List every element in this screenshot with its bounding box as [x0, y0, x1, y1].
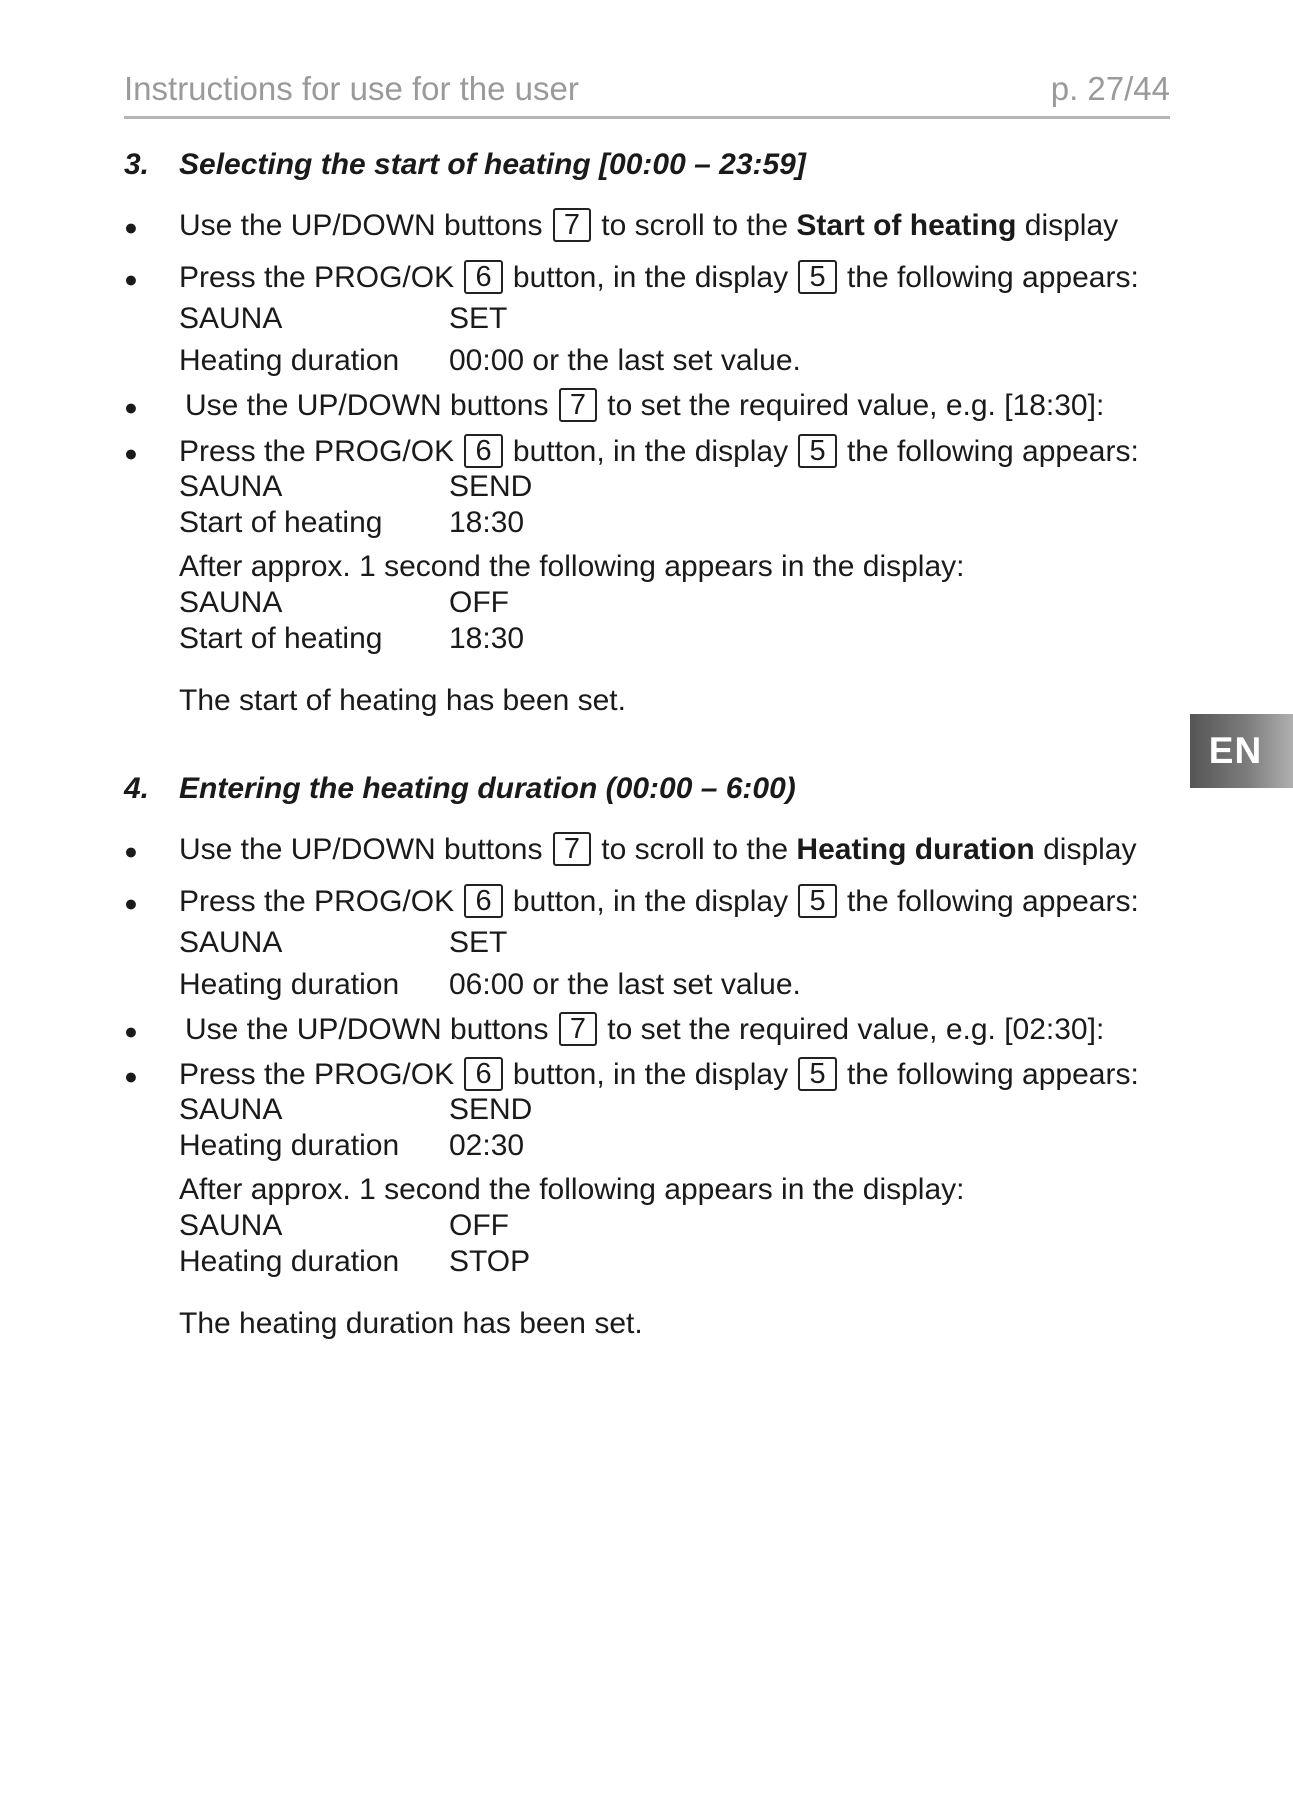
after-delay-text: After approx. 1 second the following appears in the display:	[179, 1173, 965, 1206]
key-label: 5	[798, 434, 836, 468]
display-row-value: STOP	[449, 1245, 531, 1278]
instruction-prog	[179, 884, 1139, 919]
display-row-label: SAUNA	[179, 926, 283, 959]
bullet-icon: ●	[124, 266, 138, 292]
key-label: 7	[553, 832, 591, 866]
instruction-text: the following appears:	[846, 885, 1139, 918]
key-label: 5	[798, 1057, 836, 1091]
display-row-label: Heating duration	[179, 1129, 400, 1162]
instruction-text: Press the PROG/OK	[179, 885, 455, 918]
display-row-label: SAUNA	[179, 302, 283, 335]
key-label: 7	[559, 1012, 597, 1046]
key-label: 6	[464, 260, 502, 294]
display-row-label: Start of heating	[179, 622, 383, 655]
section-3-heading: Selecting the start of heating [00:00 – 23:59]	[179, 148, 806, 181]
display-row-value: SET	[449, 302, 508, 335]
section-4-heading: Entering the heating duration (00:00 – 6:00)	[179, 772, 796, 805]
result-text: The heating duration has been set.	[179, 1307, 643, 1340]
section-4-number: 4.	[124, 772, 150, 805]
result-text: The start of heating has been set.	[179, 684, 626, 717]
instruction-text: Use the UP/DOWN buttons	[179, 209, 543, 242]
display-row-value: SET	[449, 926, 508, 959]
key-label: 6	[464, 884, 502, 918]
display-row-label: Start of heating	[179, 506, 383, 539]
after-delay-text: After approx. 1 second the following appears in the display:	[179, 550, 965, 583]
bullet-icon: ●	[124, 890, 138, 916]
instruction-set-value	[185, 388, 1104, 423]
display-row-value: 02:30	[449, 1129, 525, 1162]
key-label: 7	[553, 208, 591, 242]
display-row-value: SEND	[449, 470, 533, 503]
header-divider	[124, 116, 1170, 119]
display-row-value: OFF	[449, 586, 509, 619]
bullet-icon: ●	[124, 1018, 138, 1044]
instruction-text: button, in the display	[512, 435, 789, 468]
display-row-label: SAUNA	[179, 1209, 283, 1242]
display-row-value: 06:00 or the last set value.	[449, 968, 801, 1001]
instruction-text: the following appears:	[846, 435, 1139, 468]
instruction-text: Use the UP/DOWN buttons	[179, 833, 543, 866]
display-row-label: SAUNA	[179, 1093, 283, 1126]
display-row-value: OFF	[449, 1209, 509, 1242]
instruction-text: Use the UP/DOWN buttons	[185, 1013, 549, 1046]
page-number: p. 27/44	[1050, 70, 1170, 107]
instruction-text: to scroll to the	[601, 209, 789, 242]
display-row-value: 00:00 or the last set value.	[449, 344, 801, 377]
language-tab: EN	[1190, 714, 1293, 788]
display-row-value: 18:30	[449, 622, 525, 655]
key-label: 5	[798, 260, 836, 294]
bullet-icon: ●	[124, 440, 138, 466]
instruction-text: to set the required value, e.g. [02:30]:	[607, 1013, 1105, 1046]
instruction-text: to set the required value, e.g. [18:30]:	[607, 389, 1105, 422]
instruction-text: Press the PROG/OK	[179, 261, 455, 294]
display-row-value: SEND	[449, 1093, 533, 1126]
key-label: 5	[798, 884, 836, 918]
instruction-prog-confirm	[179, 434, 1139, 469]
instruction-text: button, in the display	[512, 1058, 789, 1091]
instruction-scroll	[179, 832, 1136, 867]
section-3-number: 3.	[124, 148, 150, 181]
bullet-icon: ●	[124, 394, 138, 420]
display-name: Heating duration	[796, 833, 1035, 866]
instruction-text: display	[1024, 209, 1119, 242]
instruction-set-value	[185, 1012, 1104, 1047]
key-label: 6	[464, 434, 502, 468]
instruction-text: Use the UP/DOWN buttons	[185, 389, 549, 422]
display-row-value: 18:30	[449, 506, 525, 539]
bullet-icon: ●	[124, 214, 138, 240]
bullet-icon: ●	[124, 1063, 138, 1089]
instruction-text: the following appears:	[846, 261, 1139, 294]
display-row-label: Heating duration	[179, 968, 400, 1001]
display-name: Start of heating	[796, 209, 1017, 242]
bullet-icon: ●	[124, 838, 138, 864]
instruction-text: Press the PROG/OK	[179, 435, 455, 468]
key-label: 6	[464, 1057, 502, 1091]
instruction-prog-confirm	[179, 1057, 1139, 1092]
instruction-text: the following appears:	[846, 1058, 1139, 1091]
instruction-prog	[179, 260, 1139, 295]
display-row-label: SAUNA	[179, 586, 283, 619]
display-row-label: SAUNA	[179, 470, 283, 503]
instruction-text: Press the PROG/OK	[179, 1058, 455, 1091]
instruction-text: button, in the display	[512, 885, 789, 918]
key-label: 7	[559, 388, 597, 422]
instruction-scroll	[179, 208, 1118, 243]
document-title: Instructions for use for the user	[124, 70, 579, 107]
display-row-label: Heating duration	[179, 344, 400, 377]
instruction-text: button, in the display	[512, 261, 789, 294]
display-row-label: Heating duration	[179, 1245, 400, 1278]
instruction-text: to scroll to the	[601, 833, 789, 866]
instruction-text: display	[1043, 833, 1137, 866]
